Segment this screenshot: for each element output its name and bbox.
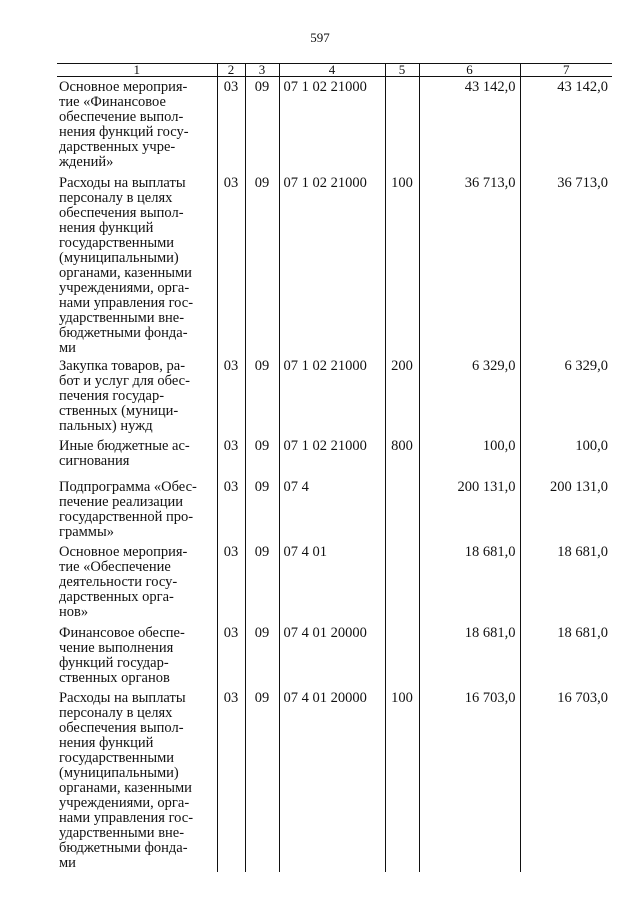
row-name: Расходы на выплаты персоналу в целях обеспечения выпол- нения функций государственными (муниципальными) органами, казенными учреждениями, орга- нами управления гос- ударственными вне- бюджетными фонда- ми: [59, 175, 194, 356]
row-amount-2: 18 681,0: [520, 623, 612, 688]
row-amount-1: 6 329,0: [419, 356, 520, 436]
row-target-code: 07 4: [279, 477, 385, 542]
row-target-code: 07 4 01 20000: [279, 623, 385, 688]
row-name: Основное мероприя- тие «Финансовое обеспечение выпол- нения функций госу- дарственных учре- ждений»: [59, 79, 189, 170]
header-col-4: 4: [279, 64, 385, 77]
table-row: [57, 688, 612, 872]
row-amount-2: 18 681,0: [520, 542, 612, 623]
header-col-2: 2: [217, 64, 245, 77]
table-row: [57, 356, 612, 436]
row-section: 03: [217, 436, 245, 477]
row-amount-2: 16 703,0: [520, 688, 612, 872]
header-col-6: 6: [419, 64, 520, 77]
row-name: Расходы на выплаты персоналу в целях обеспечения выпол- нения функций государственными (муниципальными) органами, казенными учреждениями, орга- нами управления гос- ударственными вне- бюджетными фонда- ми: [59, 690, 194, 871]
row-amount-2: 43 142,0: [520, 77, 612, 174]
row-expense-type: [385, 77, 419, 174]
row-section: 03: [217, 77, 245, 174]
row-amount-2: 36 713,0: [520, 173, 612, 356]
row-target-code: 07 4 01: [279, 542, 385, 623]
row-expense-type: [385, 542, 419, 623]
page-number: 597: [310, 30, 330, 45]
row-expense-type: [385, 623, 419, 688]
budget-table: [57, 63, 612, 872]
row-name: Финансовое обеспе- чение выполнения функций государ- ственных органов: [59, 625, 185, 686]
row-expense-type: 100: [385, 173, 419, 356]
row-subsection: 09: [245, 173, 279, 356]
row-amount-1: 100,0: [419, 436, 520, 477]
row-amount-1: 43 142,0: [419, 77, 520, 174]
row-section: 03: [217, 623, 245, 688]
row-amount-1: 200 131,0: [419, 477, 520, 542]
row-amount-1: 18 681,0: [419, 623, 520, 688]
row-section: 03: [217, 688, 245, 872]
row-name: Подпрограмма «Обес- печение реализации государственной про- граммы»: [59, 479, 197, 540]
row-target-code: 07 1 02 21000: [279, 436, 385, 477]
row-expense-type: 200: [385, 356, 419, 436]
row-section: 03: [217, 477, 245, 542]
table-row: [57, 173, 612, 356]
header-col-7: 7: [520, 64, 612, 77]
row-subsection: 09: [245, 77, 279, 174]
row-amount-1: 16 703,0: [419, 688, 520, 872]
header-col-1: 1: [57, 64, 217, 77]
table-row: [57, 436, 612, 477]
table-header: [57, 64, 612, 77]
header-col-5: 5: [385, 64, 419, 77]
row-amount-1: 18 681,0: [419, 542, 520, 623]
row-name: Закупка товаров, ра- бот и услуг для обес- печения государ- ственных (муници- пальных) нужд: [59, 358, 190, 434]
row-subsection: 09: [245, 688, 279, 872]
row-name: Основное мероприя- тие «Обеспечение деятельности госу- дарственных орга- нов»: [59, 544, 188, 620]
row-section: 03: [217, 173, 245, 356]
row-subsection: 09: [245, 542, 279, 623]
row-subsection: 09: [245, 436, 279, 477]
table-row: [57, 477, 612, 542]
table-row: [57, 542, 612, 623]
row-amount-2: 6 329,0: [520, 356, 612, 436]
row-target-code: 07 1 02 21000: [279, 77, 385, 174]
row-section: 03: [217, 356, 245, 436]
row-expense-type: [385, 477, 419, 542]
row-expense-type: 800: [385, 436, 419, 477]
row-target-code: 07 1 02 21000: [279, 356, 385, 436]
table-row: [57, 623, 612, 688]
row-amount-1: 36 713,0: [419, 173, 520, 356]
row-subsection: 09: [245, 477, 279, 542]
row-expense-type: 100: [385, 688, 419, 872]
row-amount-2: 100,0: [520, 436, 612, 477]
header-col-3: 3: [245, 64, 279, 77]
row-section: 03: [217, 542, 245, 623]
table-row: [57, 77, 612, 174]
row-subsection: 09: [245, 623, 279, 688]
row-name: Иные бюджетные ас- сигнования: [59, 438, 190, 469]
row-subsection: 09: [245, 356, 279, 436]
row-amount-2: 200 131,0: [520, 477, 612, 542]
row-target-code: 07 4 01 20000: [279, 688, 385, 872]
row-target-code: 07 1 02 21000: [279, 173, 385, 356]
